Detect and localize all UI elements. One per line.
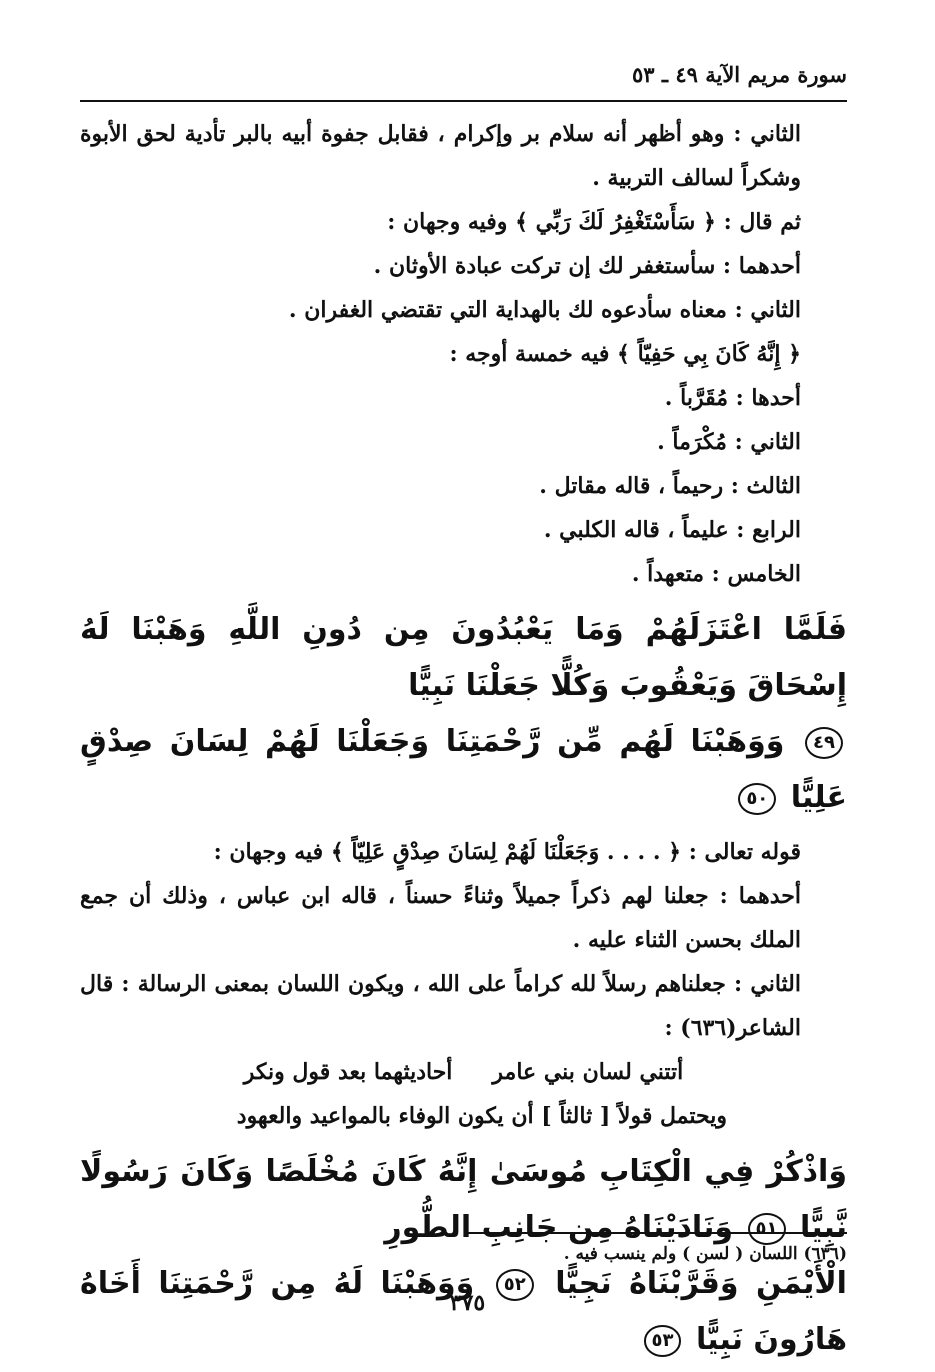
header-rule: [80, 100, 847, 102]
verse-text: وَوَهَبْنَا لَهُ مِن رَّحْمَتِنَا أَخَاهُ هَارُونَ نَبِيًّا: [80, 1266, 847, 1357]
paragraph: الثالث : رحيماً ، قاله مقاتل .: [539, 473, 801, 499]
paragraph: أحدها : مُقَرَّباً .: [664, 385, 801, 411]
ayah-number-marker: ٥١: [748, 1213, 786, 1245]
verse-text: وَوَهَبْنَا لَهُم مِّن رَّحْمَتِنَا وَجَعَلْنَا لَهُمْ لِسَانَ صِدْقٍ عَلِيًّا: [80, 724, 847, 815]
ayah-number-marker: ٥٣: [644, 1325, 682, 1357]
paragraph: ويحتمل قولاً [ ثالثاً ] أن يكون الوفاء بالمواعيد والعهود: [236, 1103, 727, 1129]
verse-text: وَاذْكُرْ فِي الْكِتَابِ مُوسَىٰ إِنَّهُ كَانَ مُخْلَصًا وَكَانَ رَسُولًا نَّبِيًّا: [80, 1154, 847, 1245]
paragraph: ثم قال : ﴿ سَأَسْتَغْفِرُ لَكَ رَبِّي ﴾ وفيه وجهان :: [387, 209, 801, 235]
page-header: [80, 62, 847, 98]
paragraph: الثاني : جعلناهم رسلاً لله كراماً على الله ، ويكون اللسان بمعنى الرسالة : قال الشاعر(٦٣٦) :: [80, 971, 801, 1041]
paragraph: الثاني : مُكْرَماً .: [657, 429, 801, 455]
quran-line: [80, 714, 847, 826]
footnote: (٦٣٦) اللسان ( لسن ) ولم ينسب فيه .: [563, 1244, 847, 1264]
paragraph: الخامس : متعهداً .: [631, 561, 801, 587]
ayah-number-marker: ٥٢: [496, 1269, 534, 1301]
poem-hemistich-left: أحاديثهما بعد قول ونكر: [243, 1059, 453, 1085]
main-text: [80, 112, 847, 1372]
footnote-rule: [467, 1232, 847, 1234]
ayah-number-marker: ٥٠: [738, 783, 776, 815]
paragraph: الرابع : عليماً ، قاله الكلبي .: [543, 517, 801, 543]
verse-text: وَنَادَيْنَاهُ مِن جَانِبِ الطُّورِ: [384, 1210, 734, 1245]
quran-line: [80, 1144, 847, 1256]
paragraph: أحدهما : سأستغفر لك إن تركت عبادة الأوثان .: [373, 253, 801, 279]
quran-line: [80, 602, 847, 714]
paragraph: ﴿ إِنَّهُ كَانَ بِي حَفِيّاً ﴾ فيه خمسة أوجه :: [449, 341, 801, 367]
paragraph: قوله تعالى : ﴿ . . . . وَجَعَلْنَا لَهُمْ لِسَانَ صِدْقٍ عَلِيّاً ﴾ فيه وجهان :: [213, 839, 801, 865]
ayah-number-marker: ٤٩: [805, 727, 843, 759]
verse-text: فَلَمَّا اعْتَزَلَهُمْ وَمَا يَعْبُدُونَ مِن دُونِ اللَّهِ وَهَبْنَا لَهُ إِسْحَاقَ وَيَعْقُوبَ وَكُلًّا جَعَلْنَا نَبِيًّا: [80, 612, 847, 703]
paragraph: الثاني : معناه سأدعوه لك بالهداية التي تقتضي الغفران .: [288, 297, 801, 323]
poem-verse: [80, 1050, 847, 1094]
paragraph: أحدهما : جعلنا لهم ذكراً جميلاً وثناءً حسناً ، قاله ابن عباس ، وذلك أن جمع الملك بحسن الثناء عليه .: [80, 883, 801, 953]
running-title: سورة مريم الآية ٤٩ ـ ٥٣: [632, 62, 847, 87]
page-number: ٣٧٥: [449, 1290, 486, 1316]
poem-hemistich-right: أتتني لسان بني عامر: [492, 1059, 684, 1085]
quran-verses-49-50: [80, 602, 847, 826]
verse-text: الْأَيْمَنِ وَقَرَّبْنَاهُ نَجِيًّا: [555, 1266, 847, 1301]
paragraph: الثاني : وهو أظهر أنه سلام بر وإكرام ، فقابل جفوة أبيه بالبر تأدية لحق الأبوة وشكراً لسالف التربية .: [80, 121, 801, 191]
